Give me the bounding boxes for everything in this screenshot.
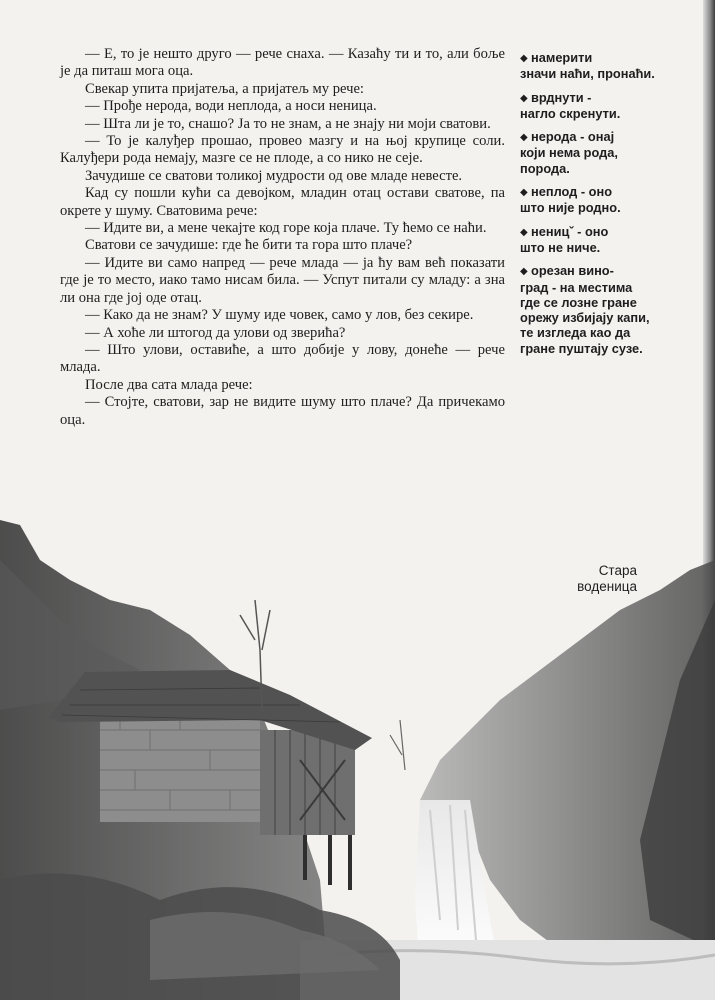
glossary-definition: што није родно.	[520, 200, 621, 216]
diamond-bullet-icon: ◆	[520, 187, 528, 199]
paragraph: — Како да не знам? У шуму иде човек, само у лов, без секире.	[85, 307, 474, 324]
glossary-definition: нагло скренути.	[520, 105, 621, 121]
caption-line: Стара	[598, 563, 637, 578]
paragraph: После два сата млада рече:	[85, 376, 253, 393]
paragraph: Свекар упита пријатеља, а пријатељ му рече:	[85, 80, 364, 97]
glossary-definition: значи наћи, пронаћи.	[520, 66, 655, 82]
caption-line: воденица	[577, 579, 637, 594]
paragraph: — Идите ви, а мене чекајте код горе која плаче. Ту ћемо се наћи.	[85, 220, 487, 237]
glossary-definition: град - на местима где се лозне гране орежу избијају капи, те изгледа као да гране пуштају сузе.	[520, 279, 650, 356]
diamond-bullet-icon: ◆	[520, 226, 528, 238]
glossary-definition: што не ниче.	[520, 239, 601, 255]
paragraph: — То је калуђер прошао, провео мазгу и на њој крупице соли. Калуђери рода немају, мазге се не плоде, а со нико не сеје.	[60, 133, 505, 167]
paragraph: — А хоће ли штогод да улови од зверића?	[85, 324, 346, 341]
glossary-item	[520, 129, 655, 176]
paragraph: Зачудише се сватови толикој мудрости од ове младе невесте.	[85, 167, 463, 184]
glossary-term: неницˇ - оно	[531, 223, 609, 239]
glossary-item	[520, 184, 655, 216]
diamond-bullet-icon: ◆	[520, 92, 528, 104]
glossary-sidebar	[520, 50, 655, 364]
paragraph: Сватови се зачудише: где ће бити та гора што плаче?	[85, 237, 413, 254]
paragraph: Кад су пошли кући са девојком, младин отац остави сватове, па окрете у шуму. Сватовима рече:	[60, 185, 505, 219]
glossary-term: врднути -	[531, 89, 592, 105]
paragraph: — Шта ли је то, снашо? Ја то не знам, а не знају ни моји сватови.	[85, 115, 491, 132]
paragraph: — Стојте, сватови, зар не видите шуму што плаче? Да причекамо оца.	[60, 394, 505, 428]
paragraph: — Идите ви само напред — рече млада — ја ћу вам већ показати где је то место, иако тамо нисам била. — Успут питали су младу: а зна ли она где јој оде отац.	[60, 254, 505, 306]
glossary-term: нерода - онај	[531, 129, 615, 145]
story-text	[60, 46, 505, 429]
paragraph: — Прође нерода, води неплода, а носи неница.	[85, 98, 377, 115]
glossary-term: неплод - оно	[531, 184, 613, 200]
old-watermill-photo	[0, 500, 715, 1000]
glossary-definition: који нема рода, порода.	[520, 145, 618, 176]
glossary-term: орезан вино-	[531, 263, 614, 279]
glossary-term: намерити	[531, 50, 593, 65]
glossary-item	[520, 224, 655, 256]
diamond-bullet-icon: ◆	[520, 132, 528, 144]
glossary-item	[520, 50, 655, 82]
paragraph: — Што улови, оставиће, а што добије у лову, донеће — рече млада.	[60, 341, 505, 376]
diamond-bullet-icon: ◆	[520, 53, 528, 64]
diamond-bullet-icon: ◆	[520, 266, 528, 278]
paragraph: — Е, то је нешто друго — рече снаха. — Казаћу ти и то, али боље је да питаш мога оца.	[60, 46, 505, 80]
glossary-item	[520, 90, 655, 122]
glossary-item	[520, 263, 655, 356]
